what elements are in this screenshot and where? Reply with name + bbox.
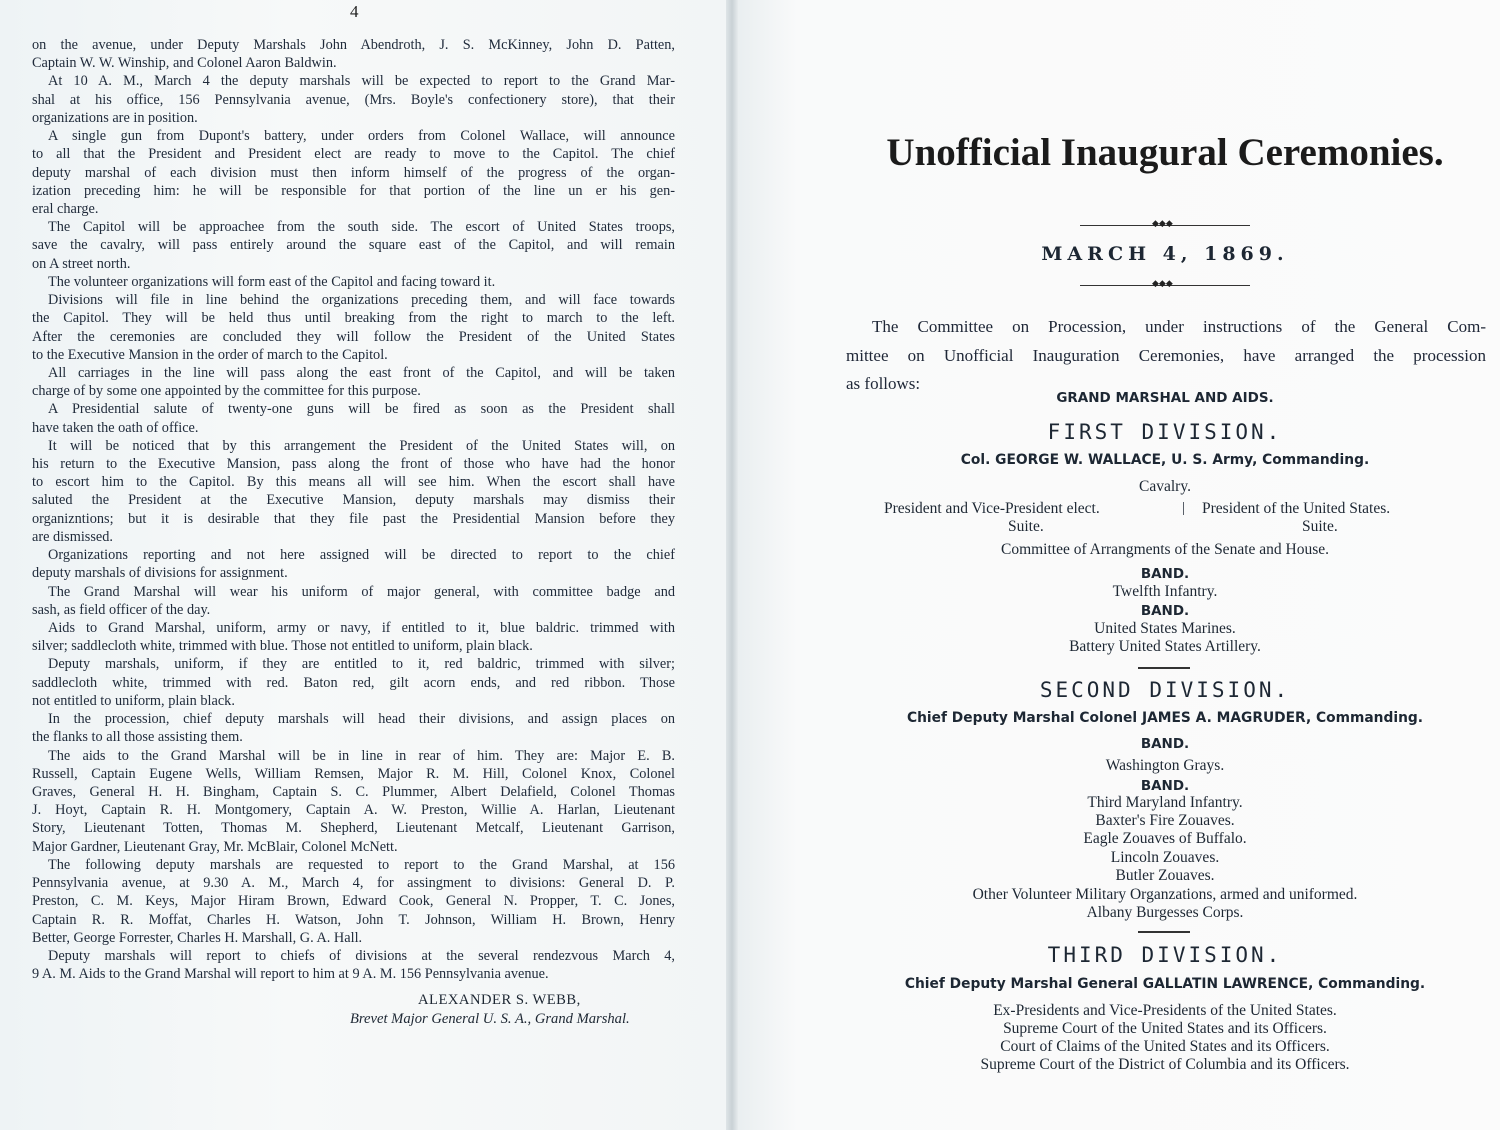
text-line: Graves, General H. H. Bingham, Captain S. C. Plummer, Albert Delafield, Colonel Thomas <box>32 783 675 800</box>
text-line: The Capitol will be approachee from the south side. The escort of United States troops, <box>48 219 675 236</box>
procession-item: Court of Claims of the United States and its Officers. <box>1000 1038 1330 1055</box>
president-elect-column: President and Vice-President elect. <box>884 500 1100 517</box>
procession-item: Battery United States Artillery. <box>1069 638 1261 655</box>
text-line: Russell, Captain Eugene Wells, William Remsen, Major R. M. Hill, Colonel Knox, Colonel <box>32 765 675 782</box>
column-separator: | <box>1182 500 1186 516</box>
text-line: Divisions will file in line behind the organizations preceding them, and will face towards <box>48 292 675 309</box>
text-line: to all that the President and President elect are ready to move to the Capitol. The chief <box>32 146 675 163</box>
text-line: The Grand Marshal will wear his uniform of major general, with committee badge and <box>48 583 675 600</box>
procession-item: Baxter's Fire Zouaves. <box>1095 812 1235 829</box>
intro-paragraph <box>846 313 1486 399</box>
date-heading: MARCH 4, 1869. <box>1041 243 1289 265</box>
second-division-commander: Chief Deputy Marshal Colonel JAMES A. MAGRUDER, Commanding. <box>906 710 1424 726</box>
text-line: Preston, C. M. Keys, Major Hiram Brown, Edward Cook, General N. Propper, T. C. Jones, <box>32 893 675 910</box>
band-label: BAND. <box>1140 778 1190 794</box>
text-line: saddlecloth white, trimmed with red. Baton red, gilt acorn ends, and red ribbon. Those <box>32 674 675 691</box>
left-page-body <box>32 36 675 983</box>
text-line: ization preceding him: he will be responsible for that portion of the line un er his gen- <box>32 182 675 199</box>
text-line: the flanks to all those assisting them. <box>32 729 243 746</box>
intro-line: as follows: <box>846 374 921 393</box>
text-line: A Presidential salute of twenty-one guns will be fired as soon as the President shall <box>48 401 675 418</box>
text-line: save the cavalry, will pass entirely around the square east of the Capitol, and will remain <box>32 237 675 254</box>
text-line: on A street north. <box>32 255 131 272</box>
text-line: organizations are in position. <box>32 109 198 126</box>
procession-item: Albany Burgesses Corps. <box>1086 904 1244 921</box>
text-line: It will be noticed that by this arrangement the President of the United States will, on <box>48 437 675 454</box>
text-line: Major Gardner, Lieutenant Gray, Mr. McBlair, Colonel McNett. <box>32 838 398 855</box>
text-line: Organizations reporting and not here assigned will be directed to report to the chief <box>48 547 675 564</box>
text-line: All carriages in the line will pass along the east front of the Capitol, and will be taken <box>48 364 675 381</box>
text-line: have taken the oath of office. <box>32 419 199 436</box>
text-line: Deputy marshals, uniform, if they are entitled to it, red baldric, trimmed with silver; <box>48 656 675 673</box>
procession-item: Other Volunteer Military Organzations, armed and uniformed. <box>972 886 1358 903</box>
section-rule <box>1138 667 1190 669</box>
signature-name: ALEXANDER S. WEBB, <box>418 992 581 1008</box>
text-line: silver; saddlecloth white, trimmed with blue. Those not entitled to uniform, plain black. <box>32 638 533 655</box>
band-label: BAND. <box>1140 736 1190 752</box>
text-line: to the Executive Mansion in the order of march to the Capitol. <box>32 346 388 363</box>
ornament-dots: ◆◆◆ <box>1152 278 1173 288</box>
second-division-heading: SECOND DIVISION. <box>1039 678 1291 702</box>
procession-item: Butler Zouaves. <box>1115 867 1215 884</box>
text-line: eral charge. <box>32 200 99 217</box>
text-line: After the ceremonies are concluded they will follow the President of the United States <box>32 328 675 345</box>
third-division-heading: THIRD DIVISION. <box>1047 943 1283 967</box>
text-line: organizntions; but it is desirable that they file past the Presidential Mansion before they <box>32 510 675 527</box>
intro-line: mittee on Unofficial Inauguration Ceremonies, have arranged the procession <box>846 345 1486 365</box>
text-line: In the procession, chief deputy marshals will head their divisions, and assign places on <box>48 711 675 728</box>
grand-marshal-heading: GRAND MARSHAL AND AIDS. <box>1056 390 1274 406</box>
text-line: Deputy marshals will report to chiefs of divisions at the several rendezvous March 4, <box>48 947 675 964</box>
text-line: Captain R. R. Moffat, Charles H. Watson, John T. Johnson, William H. Brown, Henry <box>32 911 675 928</box>
procession-item: Third Maryland Infantry. <box>1087 794 1243 811</box>
band-label: BAND. <box>1140 566 1190 582</box>
text-line: on the avenue, under Deputy Marshals John Abendroth, J. S. McKinney, John D. Patten, <box>32 37 675 53</box>
text-line: J. Hoyt, Captain R. H. Montgomery, Captain A. W. Preston, Willie A. Harlan, Lieutenant <box>32 802 675 819</box>
text-line: sash, as field officer of the day. <box>32 601 211 618</box>
text-line: Captain W. W. Winship, and Colonel Aaron Baldwin. <box>32 55 337 72</box>
text-line: The aids to the Grand Marshal will be in line in rear of him. They are: Major E. B. <box>48 747 675 764</box>
third-division-commander: Chief Deputy Marshal General GALLATIN LAWRENCE, Commanding. <box>904 976 1426 992</box>
intro-line: The Committee on Procession, under instructions of the General Com- <box>872 317 1486 336</box>
procession-item: Washington Grays. <box>1105 757 1225 774</box>
text-line: not entitled to uniform, plain black. <box>32 692 235 709</box>
text-line: deputy marshal of each division must then inform himself of the progress of the organ- <box>32 164 675 181</box>
text-line: Pennsylvania avenue, at 9.30 A. M., March 4, for assingment to divisions: General D. P. <box>32 875 675 892</box>
text-line: the Capitol. They will be held thus until breaking from the right to march to the left. <box>32 310 675 327</box>
procession-item: Supreme Court of the District of Columbia and its Officers. <box>980 1056 1350 1073</box>
text-line: charge of by some one appointed by the committee for this purpose. <box>32 383 421 400</box>
text-line: saluted the President at the Executive Mansion, deputy marshals may dismiss their <box>32 492 675 509</box>
procession-item: Eagle Zouaves of Buffalo. <box>1083 830 1247 847</box>
procession-item: Supreme Court of the United States and its Officers. <box>1003 1020 1327 1037</box>
section-rule <box>1138 931 1190 933</box>
document-title: Unofficial Inaugural Ceremonies. <box>886 131 1444 174</box>
president-column: President of the United States. <box>1202 500 1391 517</box>
suite-right: Suite. <box>1302 518 1338 535</box>
page-fold <box>726 0 738 1130</box>
procession-item: Twelfth Infantry. <box>1112 583 1218 600</box>
text-line: A single gun from Dupont's battery, under orders from Colonel Wallace, will announce <box>48 128 675 145</box>
ornament-dots: ◆◆◆ <box>1152 218 1173 228</box>
text-line: The following deputy marshals are requested to report to the Grand Marshal, at 156 <box>48 856 675 873</box>
text-line: shal at his office, 156 Pennsylvania avenue, (Mrs. Boyle's confectionery store), that their <box>32 91 675 108</box>
text-line: his return to the Executive Mansion, pass along the front of those who have had the honor <box>32 456 675 473</box>
text-line: Story, Lieutenant Totten, Thomas M. Shepherd, Lieutenant Metcalf, Lieutenant Garrison, <box>32 820 675 837</box>
procession-item: Ex-Presidents and Vice-Presidents of the United States. <box>993 1002 1337 1019</box>
text-line: deputy marshals of divisions for assignment. <box>32 565 288 582</box>
cavalry: Cavalry. <box>1139 478 1191 495</box>
text-line: to escort him to the Capitol. By this means all will see him. When the escort shall have <box>32 474 675 491</box>
procession-item: Lincoln Zouaves. <box>1110 849 1220 866</box>
text-line: At 10 A. M., March 4 the deputy marshals will be expected to report to the Grand Mar- <box>48 73 675 90</box>
text-line: are dismissed. <box>32 528 113 545</box>
text-line: Aids to Grand Marshal, uniform, army or navy, if entitled to it, blue baldric. trimmed with <box>48 620 675 636</box>
first-division-heading: FIRST DIVISION. <box>1047 420 1283 444</box>
text-line: The volunteer organizations will form east of the Capitol and facing toward it. <box>48 273 496 290</box>
text-line: 9 A. M. Aids to the Grand Marshal will report to him at 9 A. M. 156 Pennsylvania avenue. <box>32 966 549 983</box>
band-label: BAND. <box>1140 603 1190 619</box>
procession-item: United States Marines. <box>1094 620 1236 637</box>
page-number: 4 <box>350 2 359 21</box>
suite-left: Suite. <box>1008 518 1044 535</box>
procession-item: Committee of Arrangments of the Senate and House. <box>1000 541 1329 558</box>
first-division-commander: Col. GEORGE W. WALLACE, U. S. Army, Commanding. <box>960 452 1370 468</box>
text-line: Better, George Forrester, Charles H. Marshall, G. A. Hall. <box>32 929 363 946</box>
signature-title: Brevet Major General U. S. A., Grand Marshal. <box>350 1011 630 1027</box>
